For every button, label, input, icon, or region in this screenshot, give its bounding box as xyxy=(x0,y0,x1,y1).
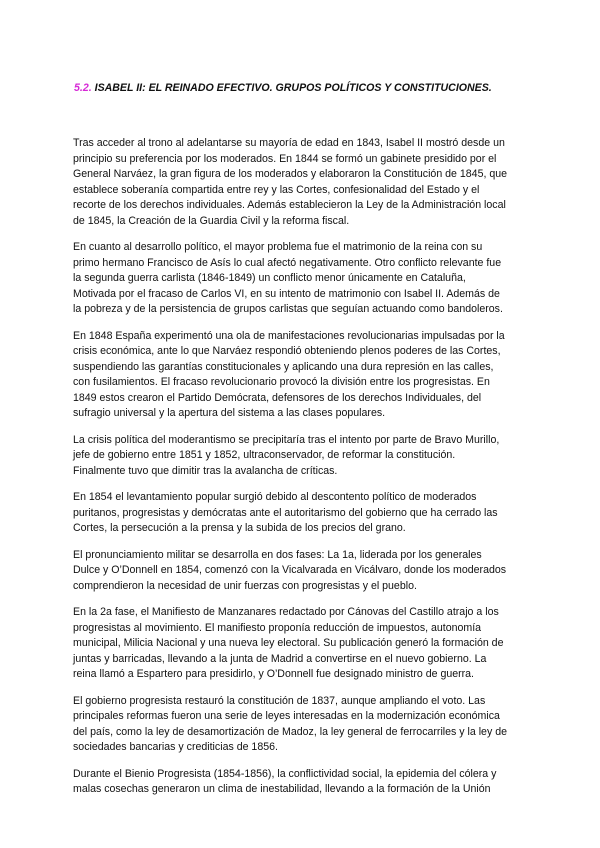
paragraph xyxy=(73,548,535,595)
document-body xyxy=(73,136,535,809)
paragraph xyxy=(73,605,535,683)
text-line: establece soberanía compartida entre rey y las Cortes, confesionalidad del Estado y el xyxy=(73,183,480,196)
text-line: Cortes, la persecución a la prensa y la subida de los precios del grano. xyxy=(73,522,406,534)
text-line: Motivada por el fracaso de Carlos VI, en su intento de matrimonio con Isabel II. Además de xyxy=(73,287,500,300)
paragraph xyxy=(73,767,535,798)
text-line: suspendiendo las garantías constitucionales y aplicando una dura represión en las calles, xyxy=(73,360,494,373)
text-line: principales reformas fueron una serie de leyes interesadas en la modernización económica xyxy=(73,710,500,722)
text-line: sociedades bancarias y crediticias de 1856. xyxy=(73,741,278,753)
text-line: El gobierno progresista restauró la constitución de 1837, aunque ampliando el voto. Las xyxy=(73,694,486,707)
text-line: malas cosechas generaron un clima de inestabilidad, llevando a la formación de la Unión xyxy=(73,783,491,795)
paragraph xyxy=(73,329,535,422)
section-number: 5.2. xyxy=(74,82,92,94)
text-line: de 1845, la Creación de la Guardia Civil y la reforma fiscal. xyxy=(73,214,350,227)
text-line: con fusilamientos. El fracaso revolucionario provocó la división entre los progresistas. En xyxy=(73,376,490,388)
text-line: la pobreza y de la persistencia de grupos carlistas que seguían actuando como bandoleros. xyxy=(73,303,503,315)
section-heading xyxy=(74,82,554,94)
text-line: municipal, Milicia Nacional y una nueva ley electoral. Su publicación generó la formación de xyxy=(73,637,504,649)
paragraph xyxy=(73,240,535,318)
text-line: primo hermano Francisco de Asís lo cual afectó negativamente. Otro conflicto relevante fue xyxy=(73,256,502,269)
paragraph xyxy=(73,136,535,229)
text-line: jefe de gobierno entre 1851 y 1852, ultraconservador, de reformar la constitución. xyxy=(73,449,456,461)
text-line: puritanos, progresistas y demócratas ante el autoritarismo del gobierno que ha cerrado las xyxy=(73,506,498,519)
text-line: sufragio universal y la apertura del sistema a las clases populares. xyxy=(73,407,386,419)
text-line: reina llamó a Espartero para presidirlo, y O’Donnell fue designado ministro de guerra. xyxy=(73,668,475,680)
text-line: recorte de los derechos individuales. Además establecieron la Ley de la Administración local xyxy=(73,199,506,211)
text-line: crisis económica, ante lo que Narváez respondió obteniendo plenos poderes de las Cortes, xyxy=(73,345,501,357)
text-line: del país, como la ley de desamortización de Madoz, la ley general de ferrocarriles y la ley de xyxy=(73,725,507,738)
text-line: la segunda guerra carlista (1846-1849) un conflicto menor únicamente en Cataluña, xyxy=(73,272,466,284)
paragraph xyxy=(73,490,535,537)
text-line: General Narváez, la gran figura de los moderados y elaboraron la Constitución de 1845, que xyxy=(73,168,508,180)
text-line: principio su preferencia por los moderados. En 1844 se formó un gabinete presidido por el xyxy=(73,152,497,165)
text-line: En cuanto al desarrollo político, el mayor problema fue el matrimonio de la reina con su xyxy=(73,241,483,253)
text-line: comprendieron la necesidad de unir fuerzas con progresistas y el pueblo. xyxy=(73,579,417,592)
text-line: El pronunciamiento militar se desarrolla en dos fases: La 1a, liderada por los generales xyxy=(73,548,482,561)
text-line: progresistas al movimiento. El manifiesto proponía reducción de impuestos, autonomía xyxy=(73,621,482,634)
paragraph xyxy=(73,433,535,480)
text-line: Finalmente tuvo que dimitir tras la avalancha de críticas. xyxy=(73,464,338,477)
text-line: En la 2a fase, el Manifiesto de Manzanares redactado por Cánovas del Castillo atrajo a los xyxy=(73,606,499,618)
text-line: Dulce y O’Donnell en 1854, comenzó con la Vicalvarada en Vicálvaro, donde los moderados xyxy=(73,564,507,576)
text-line: En 1848 España experimentó una ola de manifestaciones revolucionarias impulsadas por la xyxy=(73,329,505,342)
section-title: ISABEL II: EL REINADO EFECTIVO. GRUPOS POLÍTICOS Y CONSTITUCIONES. xyxy=(94,82,492,94)
text-line: Tras acceder al trono al adelantarse su mayoría de edad en 1843, Isabel II mostró desde un xyxy=(73,137,505,149)
text-line: Durante el Bienio Progresista (1854-1856), la conflictividad social, la epidemia del cólera y xyxy=(73,767,497,780)
text-line: En 1854 el levantamiento popular surgió debido al descontento político de moderados xyxy=(73,491,477,503)
paragraph xyxy=(73,694,535,756)
text-line: 1849 estos crearon el Partido Demócrata, defensores de los derechos Individuales, del xyxy=(73,391,482,404)
text-line: La crisis política del moderantismo se precipitaría tras el intento por parte de Bravo Murillo, xyxy=(73,433,500,446)
text-line: juntas y barricadas, llevando a la junta de Madrid a convertirse en el nuevo gobierno. La xyxy=(73,652,487,665)
